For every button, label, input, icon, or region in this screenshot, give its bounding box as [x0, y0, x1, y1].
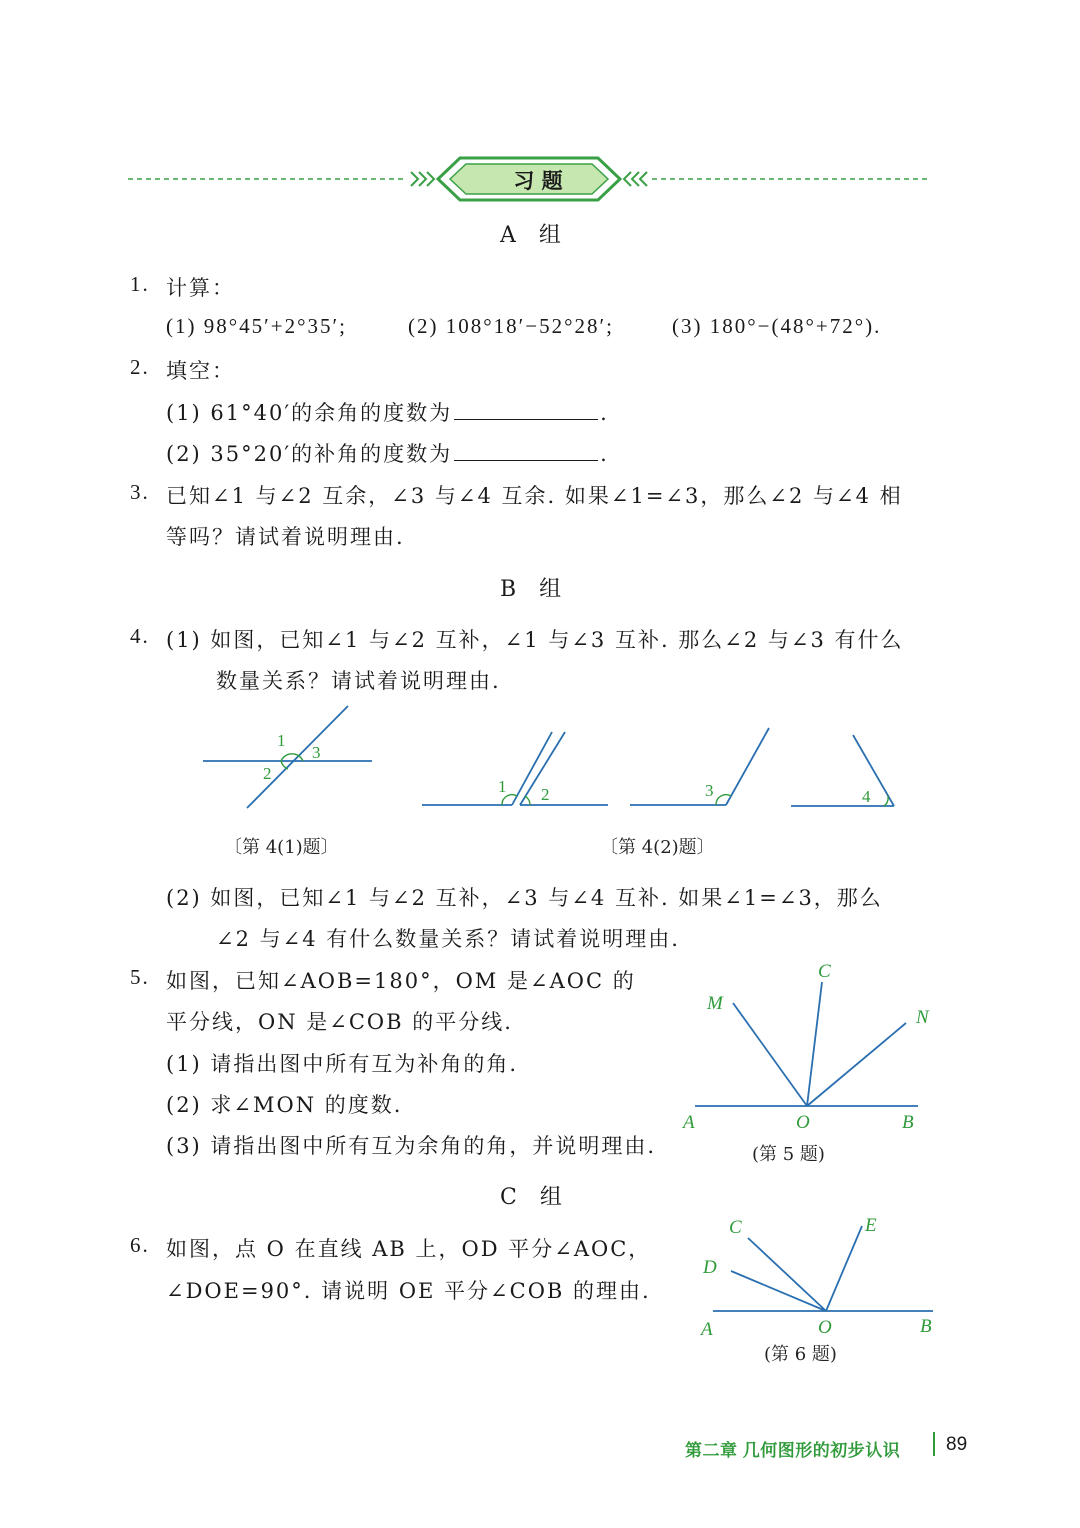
figure-q5	[680, 955, 940, 1140]
q2-number: 2.	[130, 355, 150, 379]
chevron-left-icon	[624, 172, 647, 186]
q5-line2: 平分线，ON 是∠COB 的平分线.	[166, 1010, 513, 1034]
q2-part2-row	[166, 438, 609, 468]
q4-2-caption: 〔第 4(2)题〕	[600, 837, 715, 858]
q6-caption: (第 6 题)	[764, 1344, 837, 1365]
answer-blank	[454, 440, 598, 461]
point-label-c: C	[818, 961, 831, 982]
q1-text: 计算：	[166, 276, 235, 300]
q4-part1-line2: 数量关系？请试着说明理由.	[216, 669, 501, 693]
q3-number: 3.	[130, 480, 150, 504]
q5-part3: (3) 请指出图中所有互为余角的角，并说明理由.	[166, 1134, 657, 1158]
figure-q4-2	[415, 722, 905, 818]
q1-part2: (2) 108°18′−52°28′;	[408, 314, 614, 338]
figure-q6	[695, 1205, 945, 1345]
q4-part1-line1: (1) 如图，已知∠1 与∠2 互补，∠1 与∠3 互补. 那么∠2 与∠3 有什么	[166, 628, 904, 652]
q2-text: 填空：	[166, 359, 235, 383]
angle-label-4: 4	[862, 787, 871, 806]
point-label-d: D	[703, 1257, 717, 1278]
footer-chapter: 第二章 几何图形的初步认识	[685, 1441, 901, 1460]
q3-line1: 已知∠1 与∠2 互余，∠3 与∠4 互余. 如果∠1=∠3，那么∠2 与∠4 相	[166, 484, 903, 508]
q5-part1: (1) 请指出图中所有互为补角的角.	[166, 1052, 519, 1076]
q1-part1: (1) 98°45′+2°35′;	[166, 314, 347, 338]
chevron-right-icon	[411, 172, 434, 186]
angle-label-1: 1	[498, 777, 507, 796]
figure-q4-1	[195, 700, 385, 815]
point-label-o: O	[818, 1317, 832, 1338]
point-label-o: O	[796, 1112, 810, 1133]
group-c-heading: C 组	[500, 1185, 570, 1210]
q4-number: 4.	[130, 624, 150, 648]
group-b-heading: B 组	[500, 577, 570, 602]
q6-number: 6.	[130, 1233, 150, 1257]
q5-part2: (2) 求∠MON 的度数.	[166, 1093, 403, 1117]
q5-caption: (第 5 题)	[752, 1144, 825, 1165]
q2-part1: (1) 61°40′的余角的度数为	[166, 401, 453, 425]
angle-label-1: 1	[277, 731, 286, 750]
angle-label-2: 2	[263, 764, 272, 783]
q2-end-mark: .	[600, 442, 609, 466]
point-label-b: B	[920, 1316, 932, 1337]
angle-label-3: 3	[705, 781, 714, 800]
answer-blank	[454, 399, 598, 420]
q1-number: 1.	[130, 272, 150, 296]
point-label-e: E	[865, 1215, 877, 1236]
q3-line2: 等吗？请试着说明理由.	[166, 525, 405, 549]
q2-part2: (2) 35°20′的补角的度数为	[166, 442, 453, 466]
point-label-a: A	[683, 1112, 695, 1133]
point-label-a: A	[701, 1319, 713, 1340]
angle-label-3: 3	[312, 743, 321, 762]
point-label-n: N	[916, 1007, 929, 1028]
q4-part2-line2: ∠2 与∠4 有什么数量关系？请试着说明理由.	[216, 927, 680, 951]
q6-line2: ∠DOE=90°. 请说明 OE 平分∠COB 的理由.	[166, 1279, 651, 1303]
point-label-c: C	[729, 1217, 742, 1238]
q4-part2-line1: (2) 如图，已知∠1 与∠2 互补，∠3 与∠4 互补. 如果∠1=∠3，那么	[166, 886, 883, 910]
q2-end-mark: .	[600, 401, 609, 425]
page-number: 89	[946, 1434, 968, 1455]
q5-line1: 如图，已知∠AOB=180°，OM 是∠AOC 的	[166, 969, 636, 993]
q6-line1: 如图，点 O 在直线 AB 上，OD 平分∠AOC，	[166, 1237, 652, 1261]
q5-number: 5.	[130, 965, 150, 989]
q4-1-caption: 〔第 4(1)题〕	[224, 837, 339, 858]
point-label-b: B	[902, 1112, 914, 1133]
q2-part1-row	[166, 397, 609, 427]
point-label-m: M	[707, 993, 723, 1014]
angle-label-2: 2	[541, 785, 550, 804]
section-title: 习 题	[513, 169, 563, 193]
group-a-heading: A 组	[500, 223, 569, 248]
q1-part3: (3) 180°−(48°+72°).	[672, 314, 882, 338]
footer-divider	[933, 1432, 935, 1456]
